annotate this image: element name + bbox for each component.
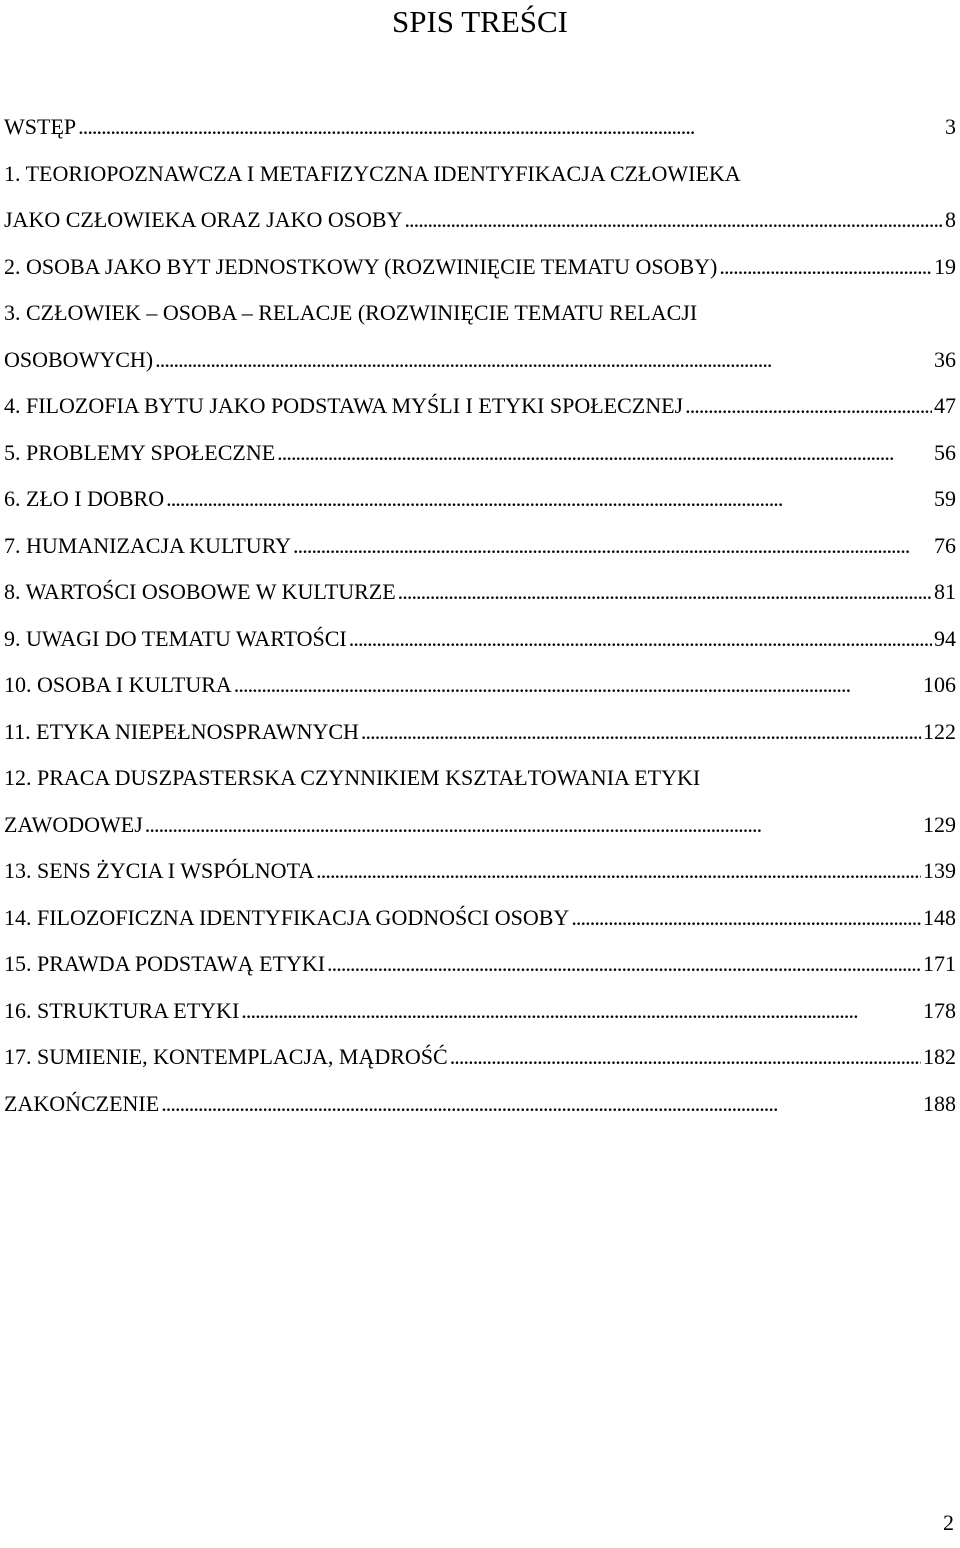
toc-entry[interactable] [4, 988, 956, 1035]
toc-entry-label: 5. PROBLEMY SPOŁECZNE [4, 439, 276, 465]
toc-entry-label: 14. FILOZOFICZNA IDENTYFIKACJA GODNOŚCI OSOBY [4, 904, 570, 930]
toc-entry-line [4, 244, 956, 291]
table-of-contents [4, 104, 956, 1127]
toc-entry-line [4, 104, 956, 151]
toc-entry-line [4, 988, 956, 1035]
toc-entry-label: ZAWODOWEJ [4, 811, 143, 837]
toc-entry[interactable] [4, 290, 956, 383]
toc-entry-page: 139 [923, 858, 956, 883]
toc-entry-page: 36 [934, 346, 956, 372]
toc-entry[interactable] [4, 848, 956, 895]
toc-entry-line [4, 895, 956, 942]
toc-entry[interactable] [4, 476, 956, 523]
toc-entry-line [4, 616, 956, 663]
toc-entry-page: 178 [923, 997, 956, 1023]
dot-leader [161, 1081, 921, 1128]
toc-entry-label: 9. UWAGI DO TEMATU WARTOŚCI [4, 625, 347, 651]
toc-entry-title-line: 1. TEORIOPOZNAWCZA I METAFIZYCZNA IDENTYFIKACJA CZŁOWIEKA [4, 160, 741, 186]
dot-leader [316, 848, 921, 895]
toc-entry-label: WSTĘP [4, 114, 77, 139]
toc-entry-label: ZAKOŃCZENIE [4, 1090, 160, 1116]
toc-entry-label: 17. SUMIENIE, KONTEMPLACJA, MĄDROŚĆ [4, 1044, 448, 1069]
toc-entry[interactable] [4, 104, 956, 151]
toc-entry-label: 15. PRAWDA PODSTAWĄ ETYKI [4, 951, 326, 976]
toc-entry-line [4, 337, 956, 384]
toc-entry-line [4, 383, 956, 430]
toc-entry-page: 188 [923, 1090, 956, 1116]
toc-entry-line [4, 802, 956, 849]
toc-entry[interactable] [4, 1034, 956, 1081]
toc-entry-label: OSOBOWYCH) [4, 346, 154, 372]
dot-leader [166, 476, 932, 523]
toc-entry-line [4, 569, 956, 616]
dot-leader [361, 709, 921, 756]
dot-leader [145, 802, 921, 849]
toc-entry-label: 11. ETYKA NIEPEŁNOSPRAWNYCH [4, 718, 359, 744]
toc-entry-title-line: 12. PRACA DUSZPASTERSKA CZYNNIKIEM KSZTAŁTOWANIA ETYKI [4, 765, 701, 790]
toc-entry-page: 56 [934, 439, 956, 465]
toc-entry-line [4, 1034, 956, 1081]
toc-entry-page: 19 [934, 253, 956, 279]
toc-entry[interactable] [4, 709, 956, 756]
toc-entry-line [4, 709, 956, 756]
dot-leader [685, 383, 932, 430]
toc-entry[interactable] [4, 755, 956, 848]
toc-entry[interactable] [4, 662, 956, 709]
toc-entry-label: 7. HUMANIZACJA KULTURY [4, 532, 292, 558]
toc-entry-page: 8 [945, 207, 956, 232]
toc-entry[interactable] [4, 383, 956, 430]
toc-entry-page: 182 [923, 1044, 956, 1069]
toc-entry-line [4, 430, 956, 477]
toc-entry-page: 106 [923, 672, 956, 697]
dot-leader [293, 523, 932, 570]
dot-leader [327, 941, 921, 988]
toc-entry-label: 10. OSOBA I KULTURA [4, 672, 232, 697]
toc-entry-line [4, 523, 956, 570]
toc-entry-label: 8. WARTOŚCI OSOBOWE W KULTURZE [4, 579, 396, 604]
toc-entry-title-line: 3. CZŁOWIEK – OSOBA – RELACJE (ROZWINIĘCIE TEMATU RELACJI [4, 300, 698, 325]
dot-leader [241, 988, 921, 1035]
toc-entry-line [4, 941, 956, 988]
toc-entry[interactable] [4, 244, 956, 291]
toc-entry-label: 4. FILOZOFIA BYTU JAKO PODSTAWA MYŚLI I ETYKI SPOŁECZNEJ [4, 393, 684, 418]
toc-entry-line [4, 1081, 956, 1128]
dot-leader [155, 337, 932, 384]
toc-entry-label: JAKO CZŁOWIEKA ORAZ JAKO OSOBY [4, 207, 403, 232]
toc-entry-line [4, 476, 956, 523]
dot-leader [450, 1034, 921, 1081]
toc-entry-page: 94 [934, 625, 956, 651]
toc-entry-label: 6. ZŁO I DOBRO [4, 486, 165, 511]
page-title: SPIS TREŚCI [391, 4, 569, 39]
toc-entry[interactable] [4, 569, 956, 616]
toc-entry-line [4, 197, 956, 244]
dot-leader [398, 569, 932, 616]
toc-entry[interactable] [4, 895, 956, 942]
toc-entry-label: 2. OSOBA JAKO BYT JEDNOSTKOWY (ROZWINIĘCIE TEMATU OSOBY) [4, 253, 718, 279]
dot-leader [571, 895, 921, 942]
toc-entry-page: 81 [934, 579, 956, 604]
toc-entry-page: 47 [934, 393, 956, 418]
toc-entry[interactable] [4, 941, 956, 988]
dot-leader [404, 197, 943, 244]
toc-entry-label: 13. SENS ŻYCIA I WSPÓLNOTA [4, 858, 315, 883]
toc-entry-page: 122 [923, 718, 956, 744]
dot-leader [719, 244, 932, 291]
dot-leader [349, 616, 932, 663]
toc-entry-page: 76 [934, 532, 956, 558]
toc-entry-page: 129 [923, 811, 956, 837]
toc-entry[interactable] [4, 1081, 956, 1128]
page-number: 2 [943, 1510, 954, 1535]
dot-leader [277, 430, 932, 477]
toc-entry-line [4, 662, 956, 709]
toc-entry-label: 16. STRUKTURA ETYKI [4, 997, 240, 1023]
dot-leader [234, 662, 921, 709]
toc-entry-page: 148 [923, 904, 956, 930]
dot-leader [78, 104, 943, 151]
toc-entry-page: 171 [923, 951, 956, 976]
toc-entry[interactable] [4, 430, 956, 477]
toc-entry-line [4, 848, 956, 895]
toc-entry[interactable] [4, 523, 956, 570]
toc-entry-page: 3 [945, 114, 956, 139]
toc-entry[interactable] [4, 616, 956, 663]
toc-entry[interactable] [4, 151, 956, 244]
toc-entry-page: 59 [934, 486, 956, 511]
